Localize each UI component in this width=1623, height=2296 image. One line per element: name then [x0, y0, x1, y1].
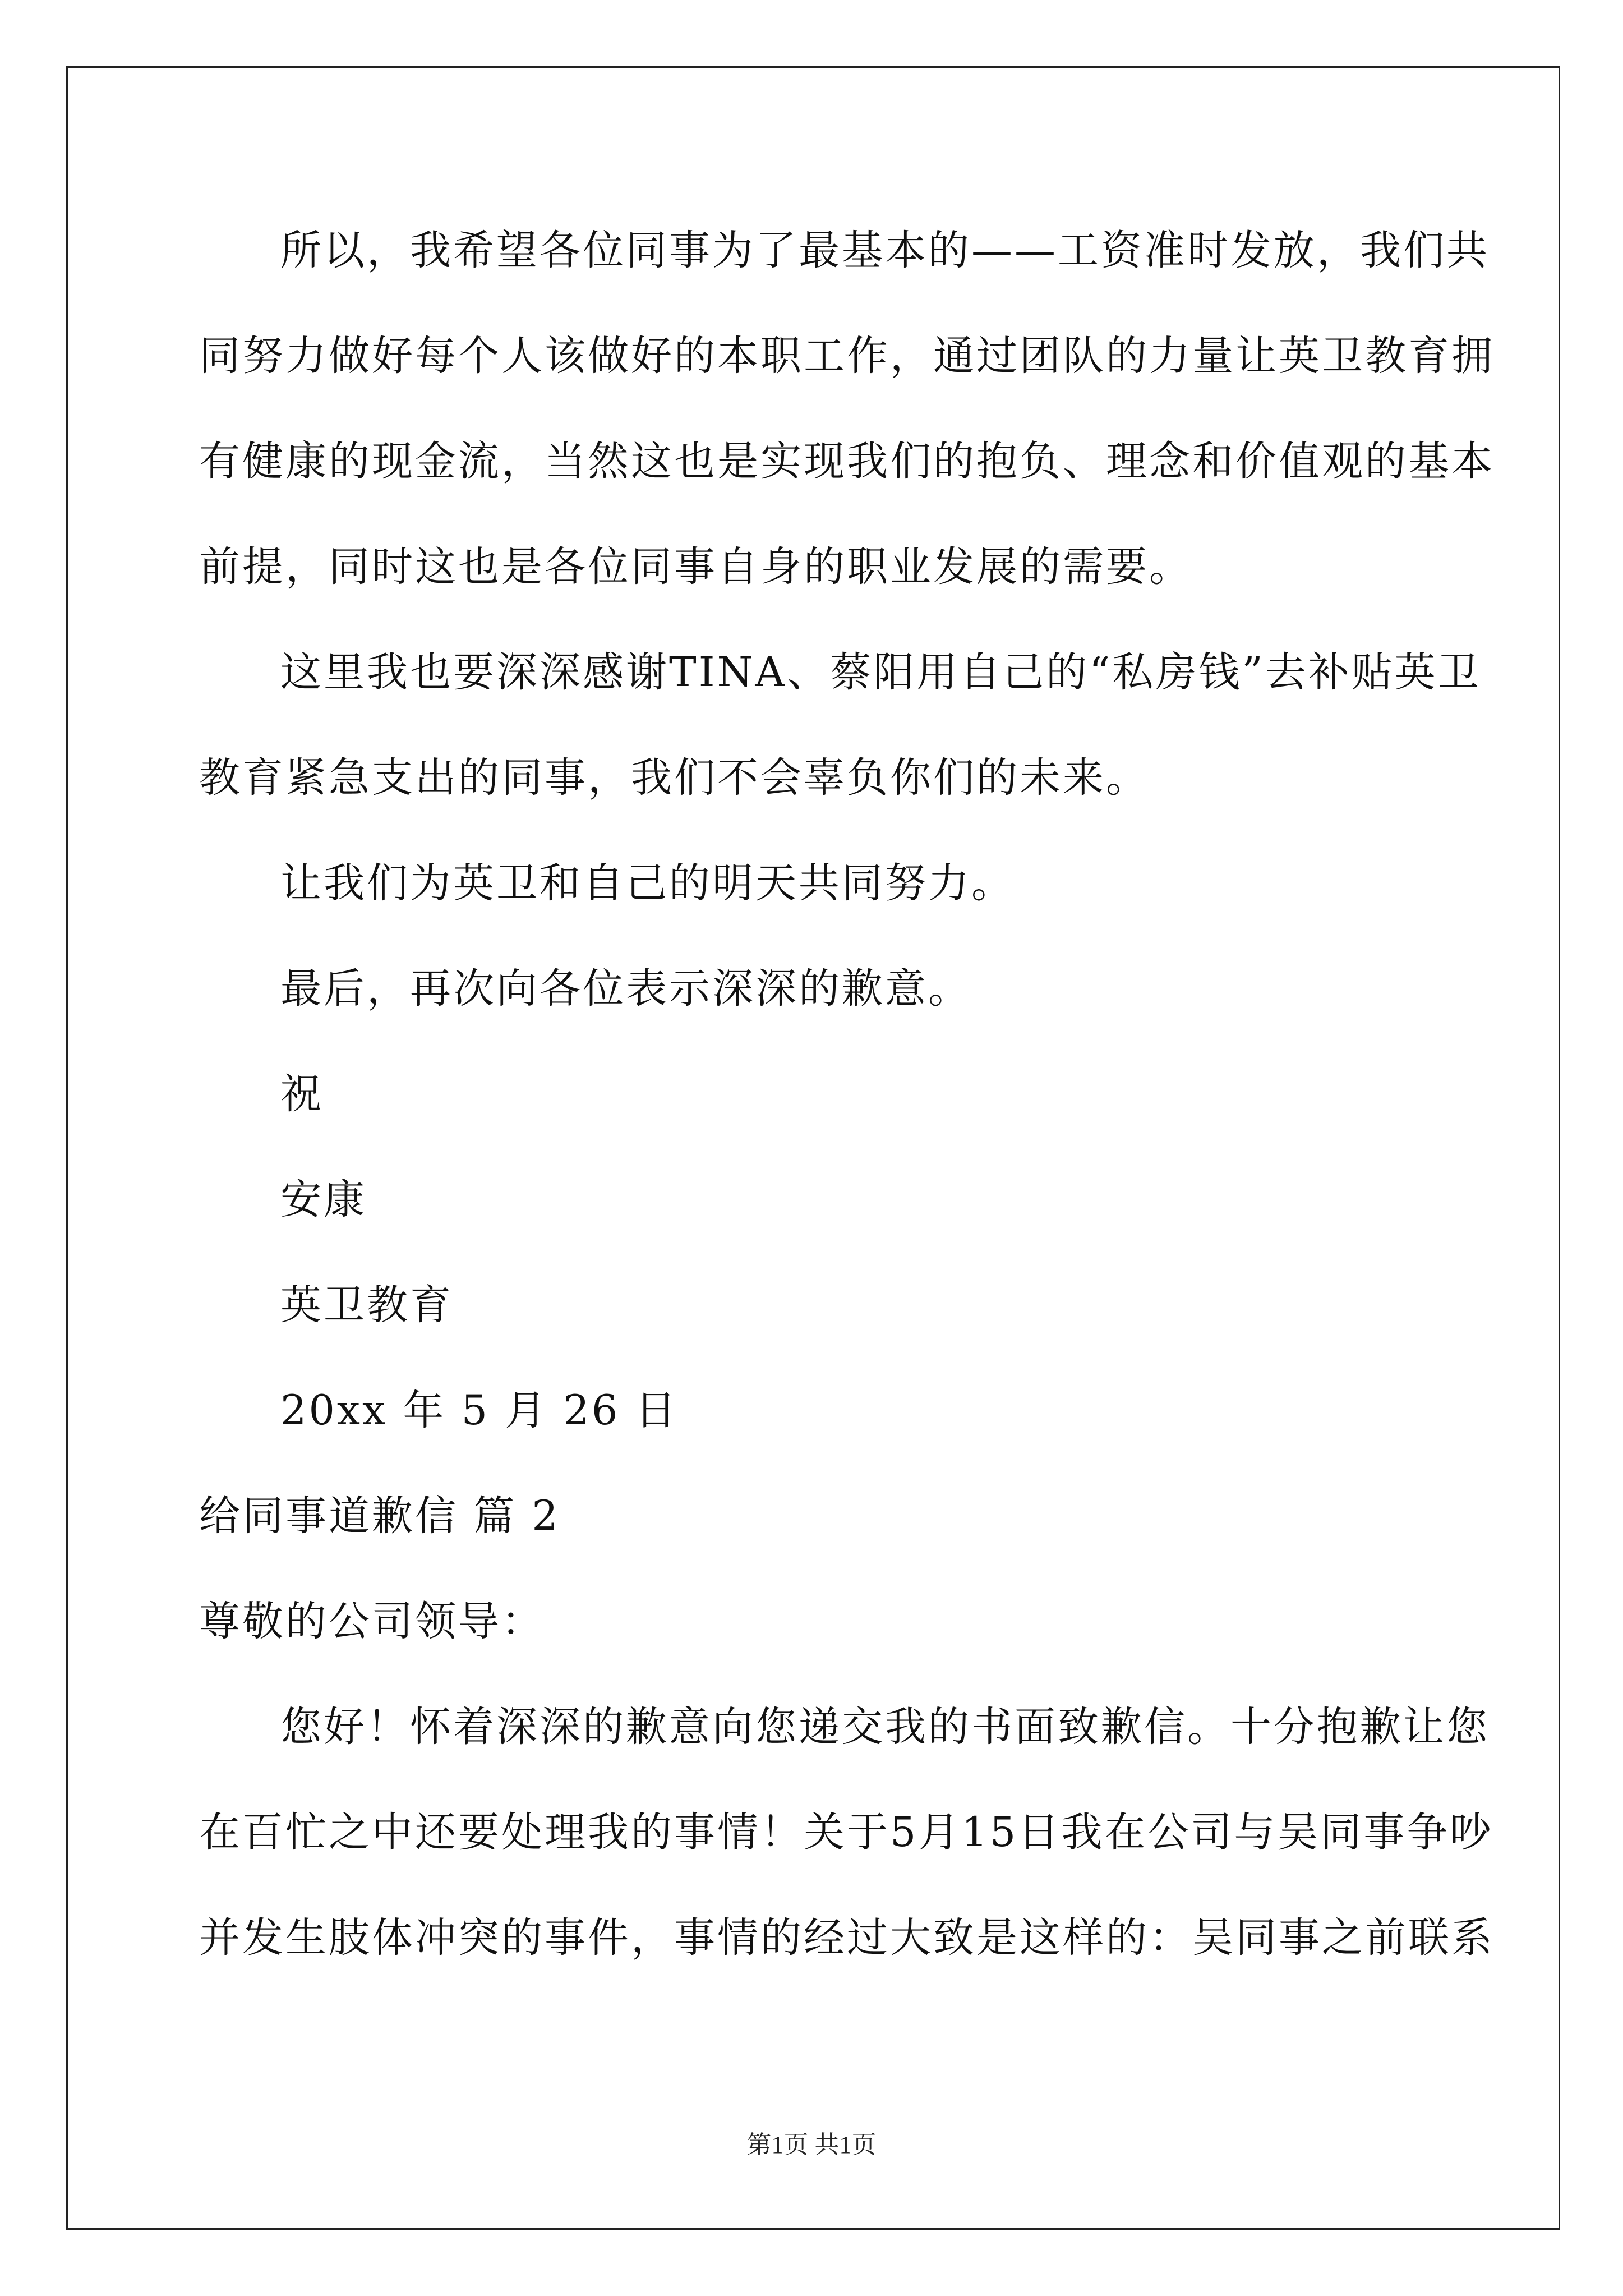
- page-border: [66, 66, 1560, 2230]
- closing-wish: 祝: [280, 1070, 324, 1118]
- salutation: 尊敬的公司领导：: [199, 1598, 545, 1645]
- page-footer: 第1页 共1页: [746, 2131, 877, 2159]
- paragraph-line: 教育紧急支出的同事，我们不会辜负你们的未来。: [199, 754, 1149, 802]
- paragraph-line: 并发生肢体冲突的事件，事情的经过大致是这样的：吴同事之前联系: [199, 1914, 1495, 1962]
- section-heading: 给同事道歉信 篇 2: [199, 1492, 560, 1540]
- paragraph-line: 所以，我希望各位同事为了最基本的——工资准时发放，我们共: [280, 227, 1490, 274]
- date-line: 20xx 年 5 月 26 日: [280, 1387, 679, 1434]
- paragraph-line: 同努力做好每个人该做好的本职工作，通过团队的力量让英卫教育拥: [199, 332, 1495, 380]
- paragraph-line: 您好！怀着深深的歉意向您递交我的书面致歉信。十分抱歉让您: [280, 1703, 1490, 1751]
- paragraph-line: 在百忙之中还要处理我的事情！关于5月15日我在公司与吴同事争吵: [199, 1809, 1493, 1856]
- paragraph-line: 最后，再次向各位表示深深的歉意。: [280, 965, 971, 1013]
- paragraph-line: 让我们为英卫和自己的明天共同努力。: [280, 859, 1015, 907]
- signature: 英卫教育: [280, 1281, 453, 1329]
- paragraph-line: 这里我也要深深感谢TINA、蔡阳用自己的“私房钱”去补贴英卫: [280, 648, 1481, 696]
- closing-wish: 安康: [280, 1176, 367, 1223]
- paragraph-line: 前提，同时这也是各位同事自身的职业发展的需要。: [199, 543, 1192, 591]
- paragraph-line: 有健康的现金流，当然这也是实现我们的抱负、理念和价值观的基本: [199, 438, 1495, 485]
